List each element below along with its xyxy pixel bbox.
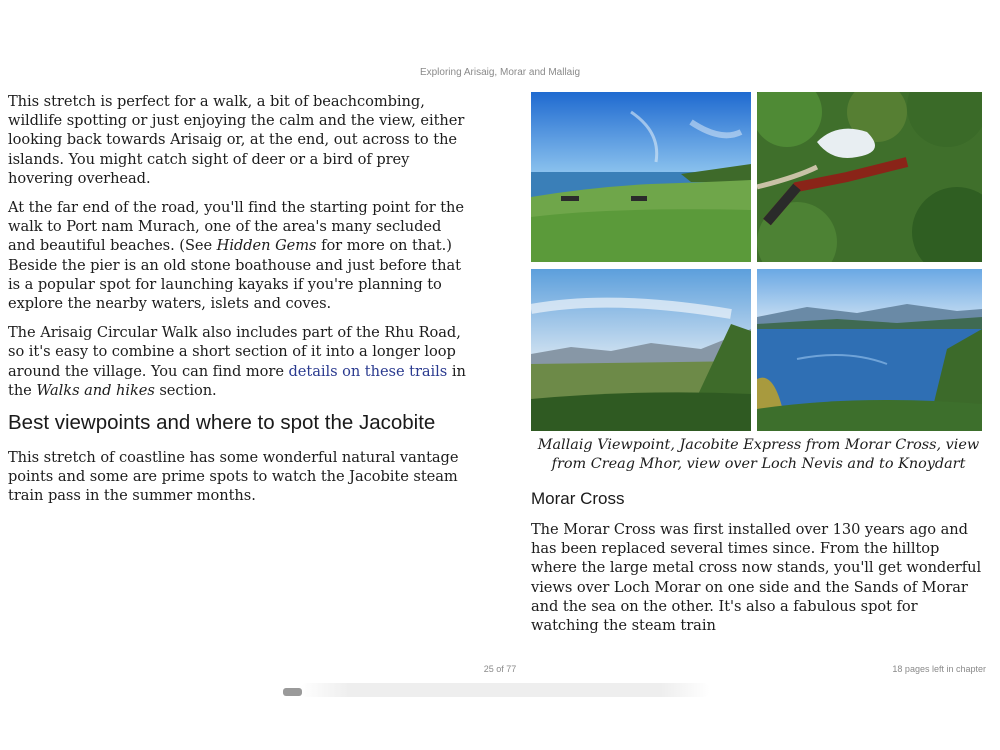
page-indicator: 25 of 77: [483, 664, 517, 674]
walks-hikes-emphasis: Walks and hikes: [36, 381, 155, 399]
mallaig-viewpoint-photo[interactable]: [531, 92, 751, 262]
page-scrubber-track[interactable]: [300, 683, 710, 697]
jacobite-express-photo[interactable]: [757, 92, 982, 262]
section-heading-viewpoints: Best viewpoints and where to spot the Jacobite: [8, 411, 436, 435]
photo-caption: Mallaig Viewpoint, Jacobite Express from Morar Cross, view from Creag Mhor, view over Loch Nevis and to Knoydart: [537, 437, 980, 472]
loch-nevis-knoydart-photo[interactable]: [757, 269, 982, 431]
left-page-column: [8, 92, 472, 516]
page-scrubber-handle[interactable]: [283, 688, 302, 696]
paragraph-morar-cross: The Morar Cross was first installed over 130 years ago and has been replaced several times since. From the hilltop where the large metal cross now stands, you'll get wonderful views over Loch Morar on one side and the Sands of Morar and the sea on the other. It's also a fabulous spot for watching the steam train: [531, 521, 982, 635]
book-title: Exploring Arisaig, Morar and Mallaig: [419, 67, 581, 78]
paragraph-circular-walk: The Arisaig Circular Walk also includes part of the Rhu Road, so it's easy to combine a short section of it into a longer loop around the village. You can find more details on these trails in the Walks and hikes section.: [8, 324, 466, 399]
pages-left-in-chapter: 18 pages left in chapter: [892, 664, 986, 674]
trail-details-link[interactable]: details on these trails: [288, 362, 448, 380]
photo-grid: [531, 92, 982, 431]
subheading-morar-cross: Morar Cross: [531, 489, 625, 508]
hidden-gems-emphasis: Hidden Gems: [216, 237, 317, 255]
right-page-column: [531, 92, 986, 645]
creag-mhor-view-photo[interactable]: [531, 269, 751, 431]
paragraph-beach-walk: This stretch is perfect for a walk, a bit of beachcombing, wildlife spotting or just enjoying the calm and the view, either looking back towards Arisaig or, at the end, out across to the islands. You might catch sight of deer or a bird of prey hovering overhead.: [8, 93, 465, 187]
paragraph-port-nam-murach: At the far end of the road, you'll find the starting point for the walk to Port nam Murach, one of the area's many secluded and beautiful beaches. (See Hidden Gems for more on that.) Beside the pier is an old stone boathouse and just before that is a popular spot for launching kayaks if you're planning to explore the nearby waters, islets and coves.: [8, 199, 464, 313]
paragraph-vantage-points: This stretch of coastline has some wonderful natural vantage points and some are prime spots to watch the Jacobite steam train pass in the summer months.: [8, 449, 459, 505]
